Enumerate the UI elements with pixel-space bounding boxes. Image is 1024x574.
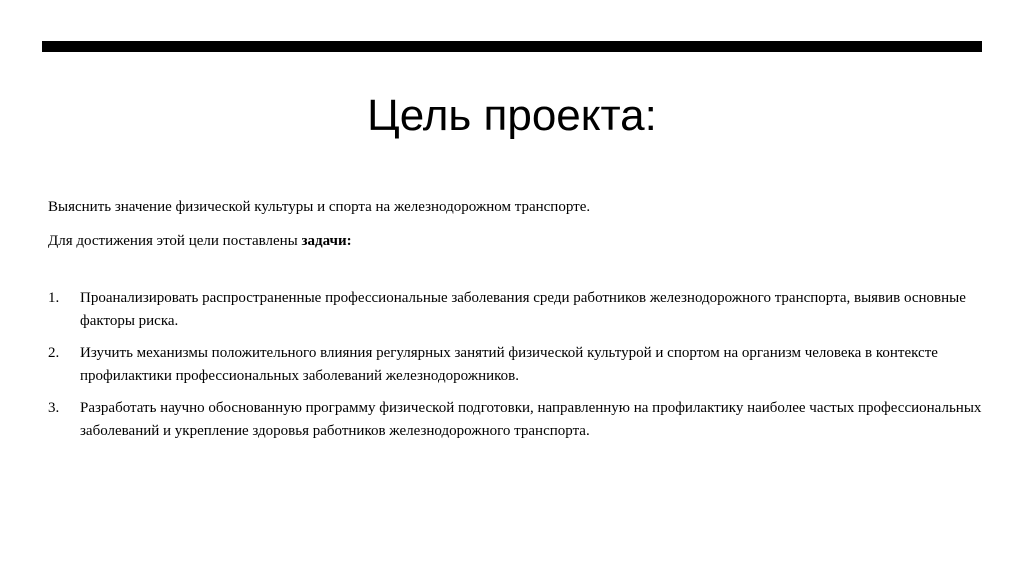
tasks-intro [48, 230, 988, 253]
list-item [48, 342, 988, 388]
list-item-number: 3. [48, 400, 60, 416]
list-item-text: Проанализировать распространенные профессиональные заболевания среди работников железнодорожного транспорта, выявив основные факторы риска. [80, 290, 966, 329]
list-item-number: 2. [48, 345, 60, 361]
goal-text: Выяснить значение физической культуры и спорта на железнодорожном транспорте. [48, 199, 591, 215]
list-item-text: Разработать научно обоснованную программу физической подготовки, направленную на профилактику наиболее частых профессиональных заболеваний и укрепление здоровья работников железнодорожного транспорта. [80, 400, 982, 439]
list-item-text: Изучить механизмы положительного влияния регулярных занятий физической культурой и спортом на организм человека в контексте профилактики профессиональных заболеваний железнодорожников. [80, 345, 938, 384]
tasks-intro-text: Для достижения этой цели поставлены [48, 233, 302, 249]
list-item [48, 287, 988, 333]
top-decorative-bar [42, 41, 982, 52]
tasks-intro-bold: задачи: [301, 233, 352, 249]
list-item [48, 397, 988, 443]
slide-content [48, 196, 988, 452]
slide-title: Цель проекта: [367, 91, 657, 140]
list-item-number: 1. [48, 290, 60, 306]
tasks-list [48, 287, 988, 443]
